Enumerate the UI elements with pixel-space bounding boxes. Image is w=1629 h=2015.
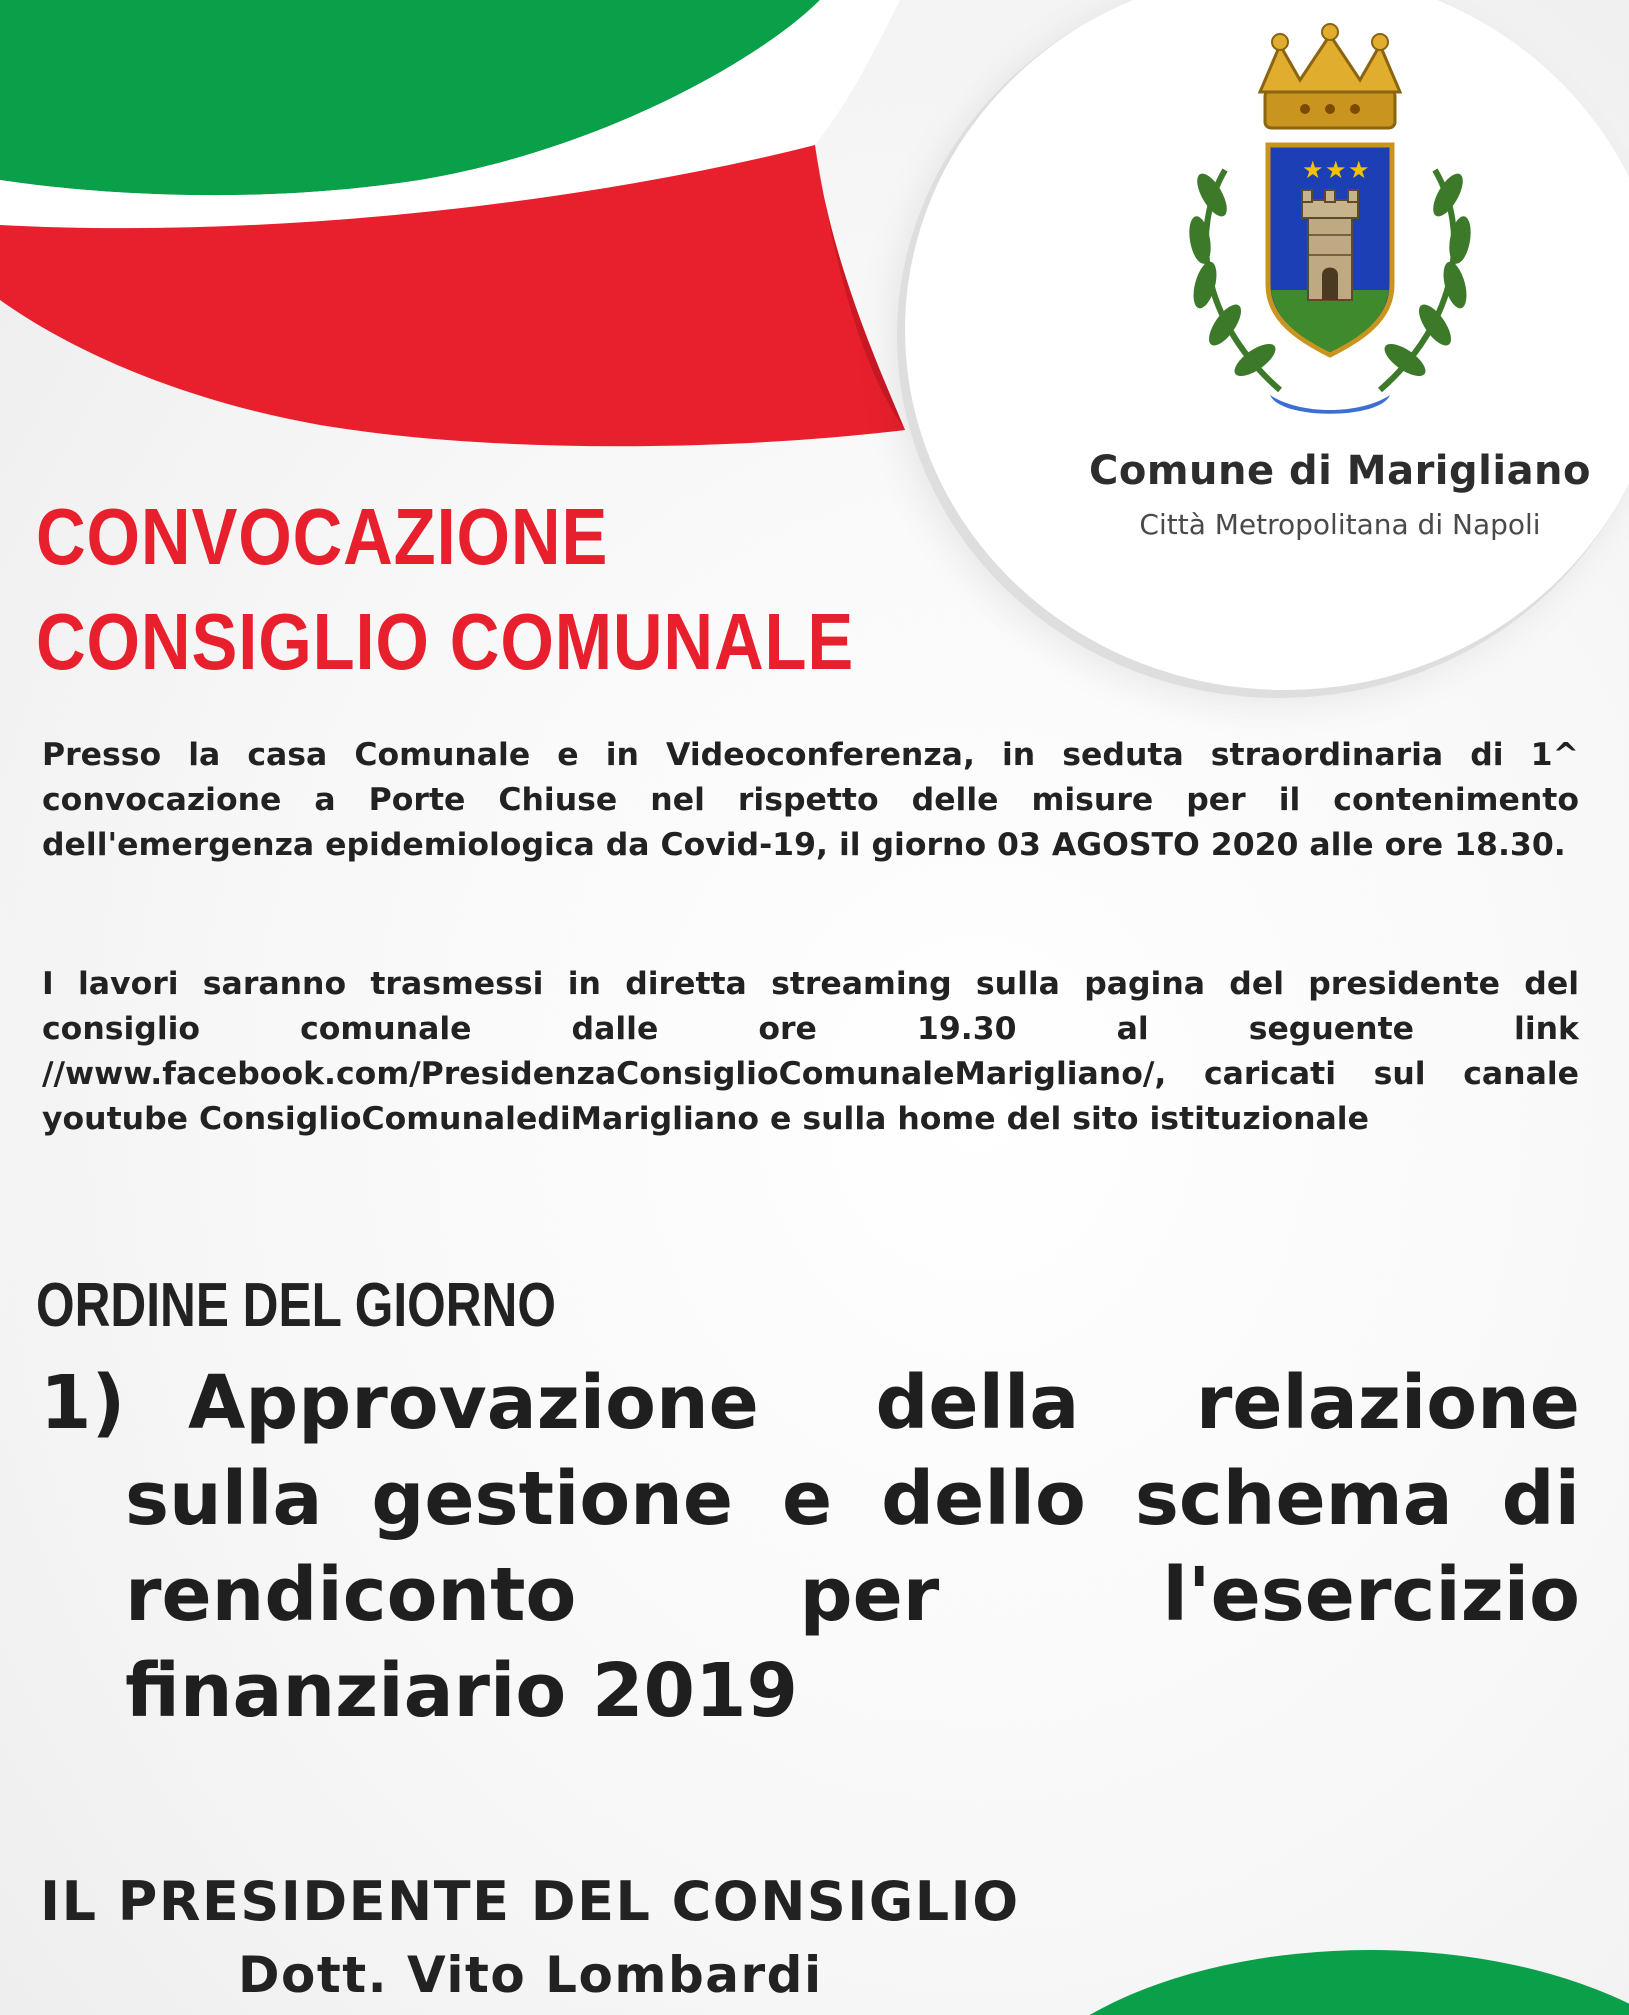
coat-of-arms-icon bbox=[1130, 20, 1530, 440]
page-title bbox=[36, 484, 854, 694]
svg-text:★: ★ bbox=[1325, 156, 1347, 184]
ribbon-icon bbox=[1270, 395, 1390, 414]
agenda-item bbox=[40, 1355, 1580, 1739]
signature-name: Dott. Vito Lombardi bbox=[238, 1946, 823, 2004]
title-line-1: CONVOCAZIONE bbox=[36, 492, 609, 581]
streaming-info-paragraph: I lavori saranno trasmessi in diretta streaming sulla pagina del presidente del consiglio comunale dalle ore 19.30 al seguente link //www.facebook.com/PresidenzaConsiglioComunaleMarigliano/, caricati sul canale youtube ConsiglioComunalediMarigliano e sulla home del sito istituzionale bbox=[42, 966, 1579, 1137]
title-line-2: CONSIGLIO COMUNALE bbox=[36, 597, 855, 686]
crown-icon bbox=[1260, 24, 1400, 128]
svg-text:★: ★ bbox=[1302, 156, 1324, 184]
agenda-item-text: Approvazione della relazione sulla gestione e dello schema di rendiconto per l'esercizio finanziario 2019 bbox=[125, 1360, 1580, 1734]
town-name: Comune di Marigliano bbox=[1088, 448, 1592, 494]
agenda-item-number: 1) bbox=[40, 1360, 126, 1446]
green-corner-swoosh bbox=[990, 1950, 1629, 2015]
tower-icon bbox=[1302, 190, 1358, 300]
svg-text:★: ★ bbox=[1348, 156, 1370, 184]
signature-title: IL PRESIDENTE DEL CONSIGLIO bbox=[40, 1870, 1020, 1933]
agenda-heading: ORDINE DEL GIORNO bbox=[36, 1271, 556, 1340]
meeting-details-paragraph: Presso la casa Comunale e in Videoconferenza, in seduta straordinaria di 1^ convocazione a Porte Chiuse nel rispetto delle misure per il contenimento dell'emergenza epidemiologica da Covid-19, il giorno 03 AGOSTO 2020 alle ore 18.30. bbox=[42, 737, 1579, 863]
town-subtitle: Città Metropolitana di Napoli bbox=[1139, 508, 1541, 541]
